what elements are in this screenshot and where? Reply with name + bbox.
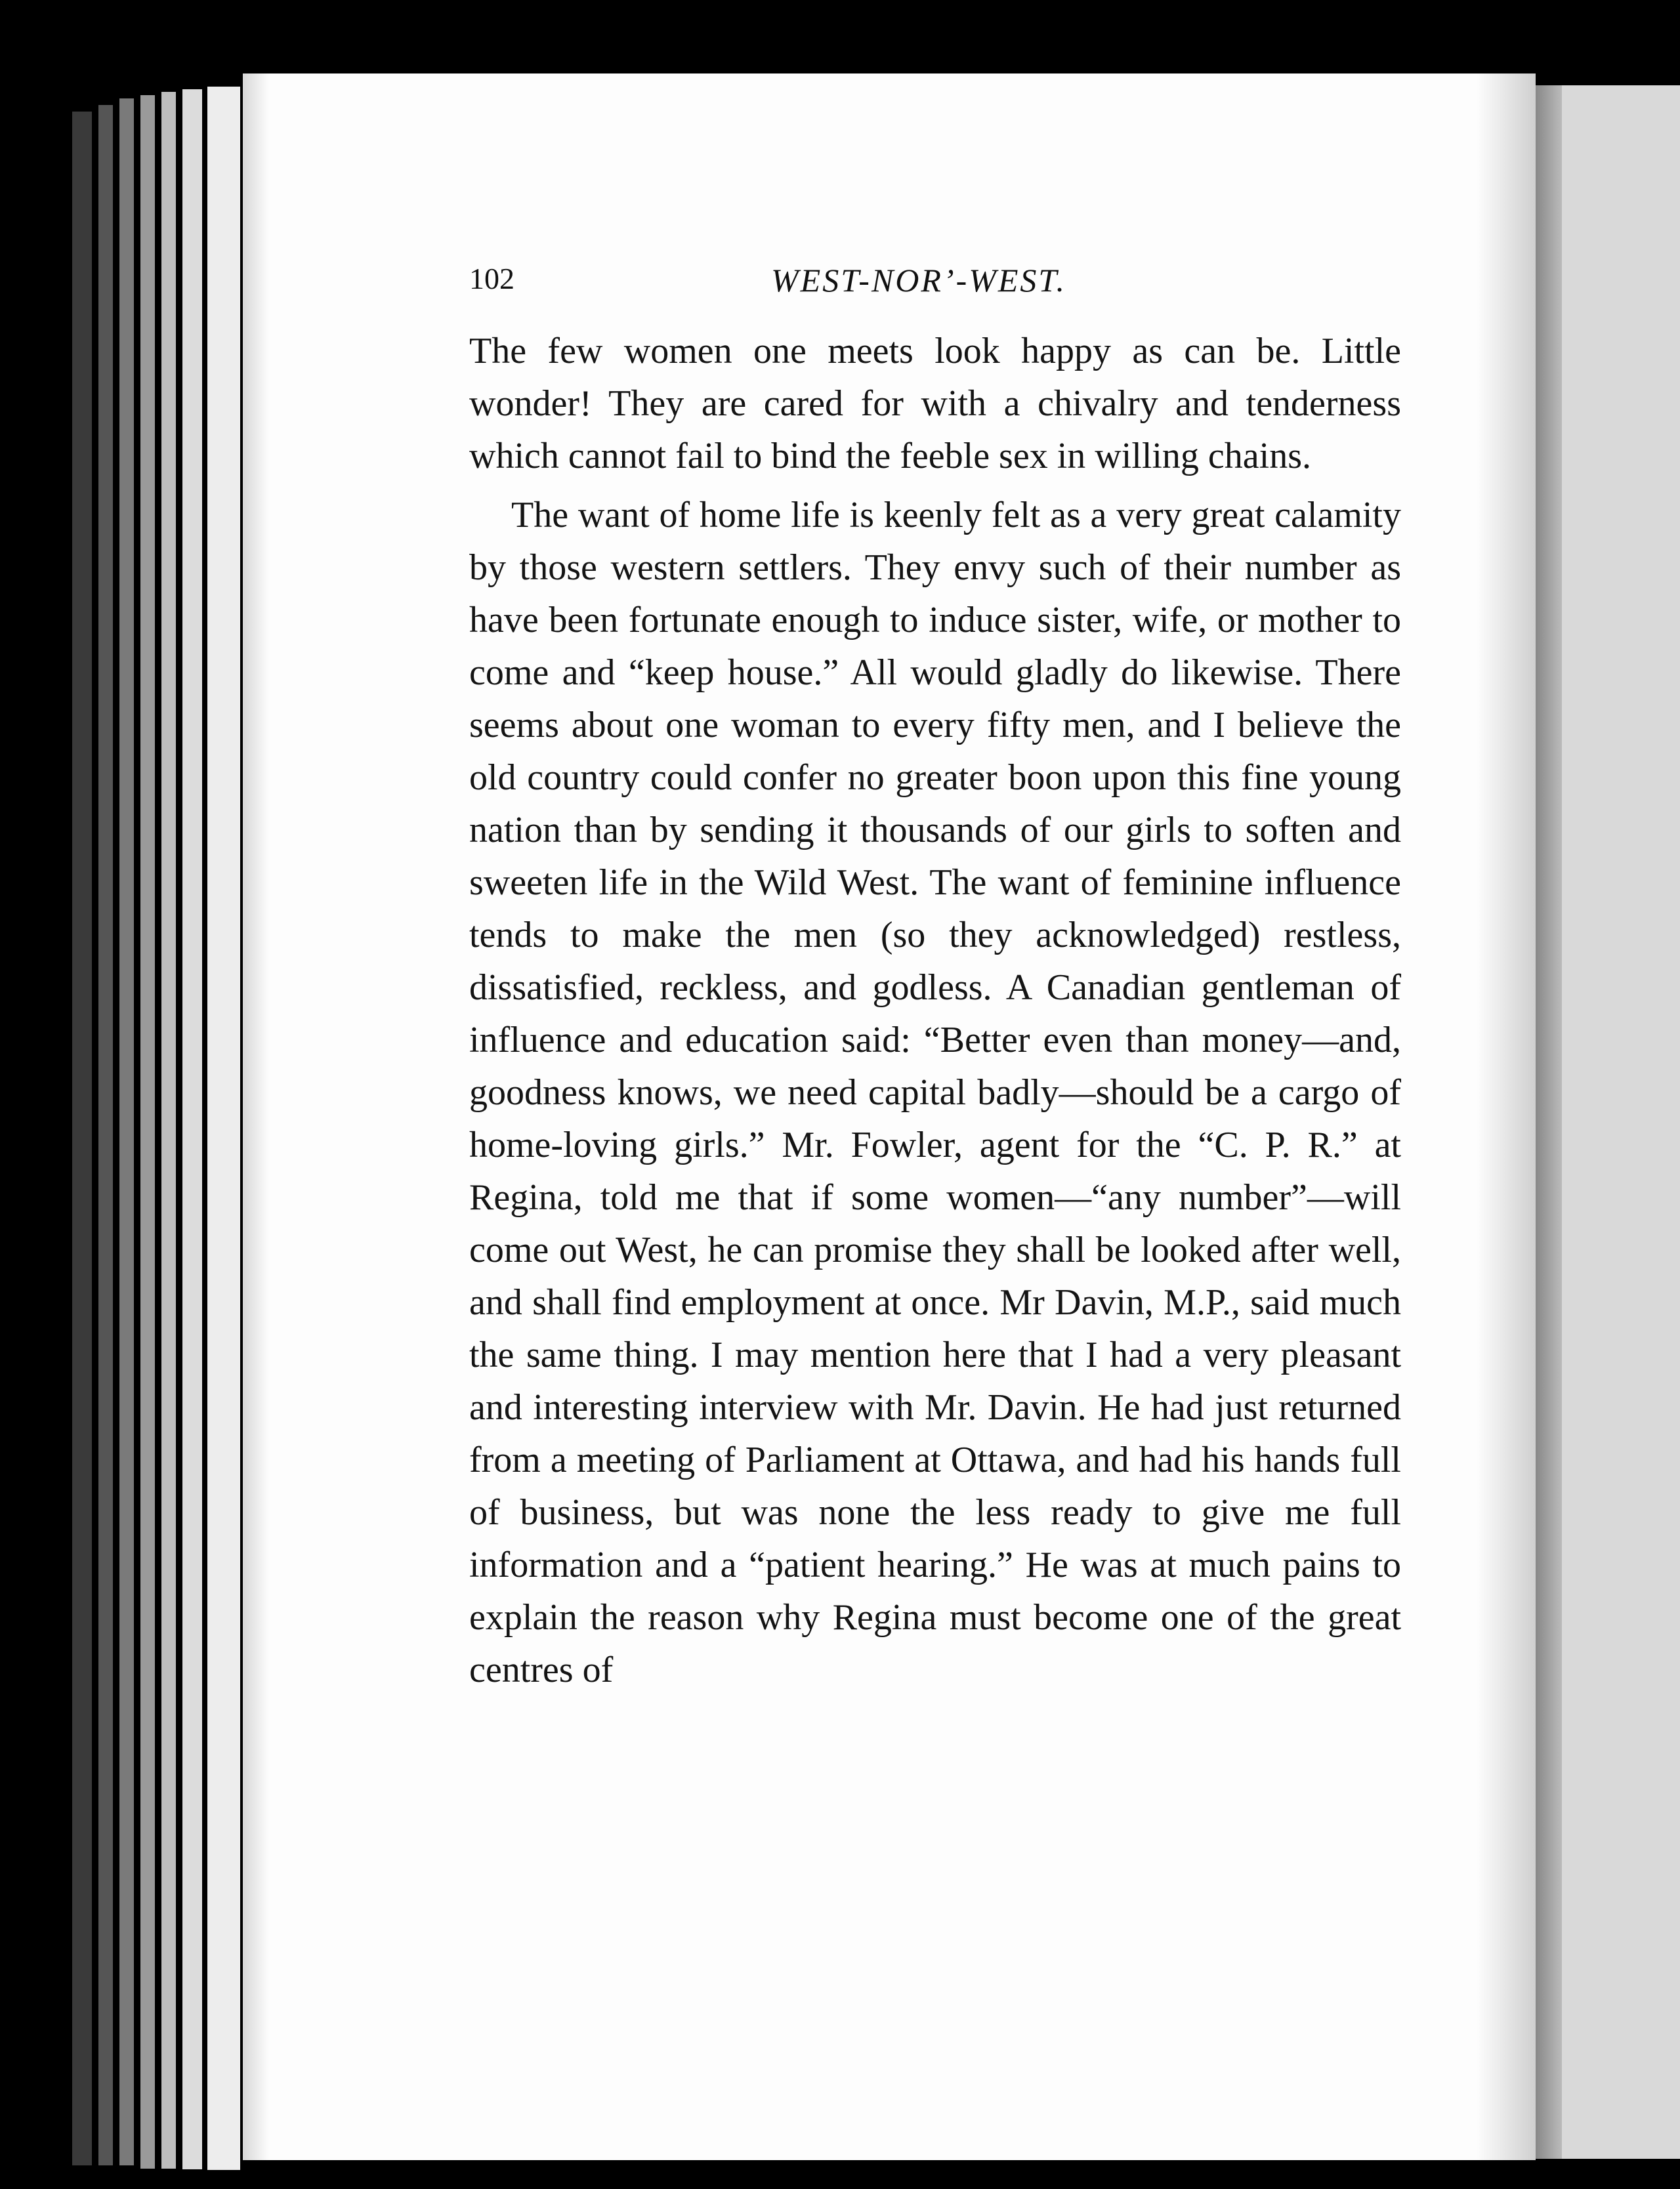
page-edge bbox=[140, 95, 155, 2169]
paragraph: The few women one meets look happy as can be. Little wonder! They are cared for with a chivalry and tenderness which cannot fail to bind the feeble sex in willing chains. bbox=[469, 331, 1401, 476]
page-gutter-shadow bbox=[243, 73, 269, 2160]
body-text bbox=[469, 325, 1401, 1696]
paragraph: The want of home life is keenly felt as a very great calamity by those western settlers. They envy such of their number as have been fortunate enough to induce sister, wife, or mother to come and “keep house.” All would gladly do likewise. There seems about one woman to every fifty men, and I believe the old country could confer no greater boon upon this fine young nation than by sending it thousands of our girls to soften and sweeten life in the Wild West. The want of feminine influence tends to make the men (so they acknowledged) restless, dissatisfied, reckless, and godless. A Canadian gentleman of influence and education said: “Better even than money—and, goodness knows, we need capital badly—should be a cargo of home-loving girls.” Mr. Fowler, agent for the “C. P. R.” at Regina, told me that if some women—“any number”—will come out West, he can promise they shall be looked after well, and shall find employment at once. Mr Davin, M.P., said much the same thing. I may mention here that I had a very pleasant and interesting interview with Mr. Davin. He had just returned from a meeting of Parliament at Ottawa, and had his hands full of business, but was none the less ready to give me full information and a “patient hearing.” He was at much pains to explain the reason why Regina must become one of the great centres of bbox=[469, 495, 1401, 1690]
page-header bbox=[469, 261, 1401, 301]
running-title: WEST-NOR’-WEST. bbox=[771, 262, 1067, 299]
page-edge bbox=[182, 89, 202, 2169]
page-edge bbox=[161, 92, 176, 2169]
page-edge bbox=[72, 112, 92, 2165]
facing-page-shadow bbox=[1536, 85, 1562, 2159]
page-number: 102 bbox=[469, 262, 514, 295]
page-right-shadow bbox=[1477, 73, 1536, 2160]
page-edge bbox=[98, 105, 113, 2165]
page-edge bbox=[207, 87, 240, 2170]
page-edge bbox=[119, 98, 134, 2165]
